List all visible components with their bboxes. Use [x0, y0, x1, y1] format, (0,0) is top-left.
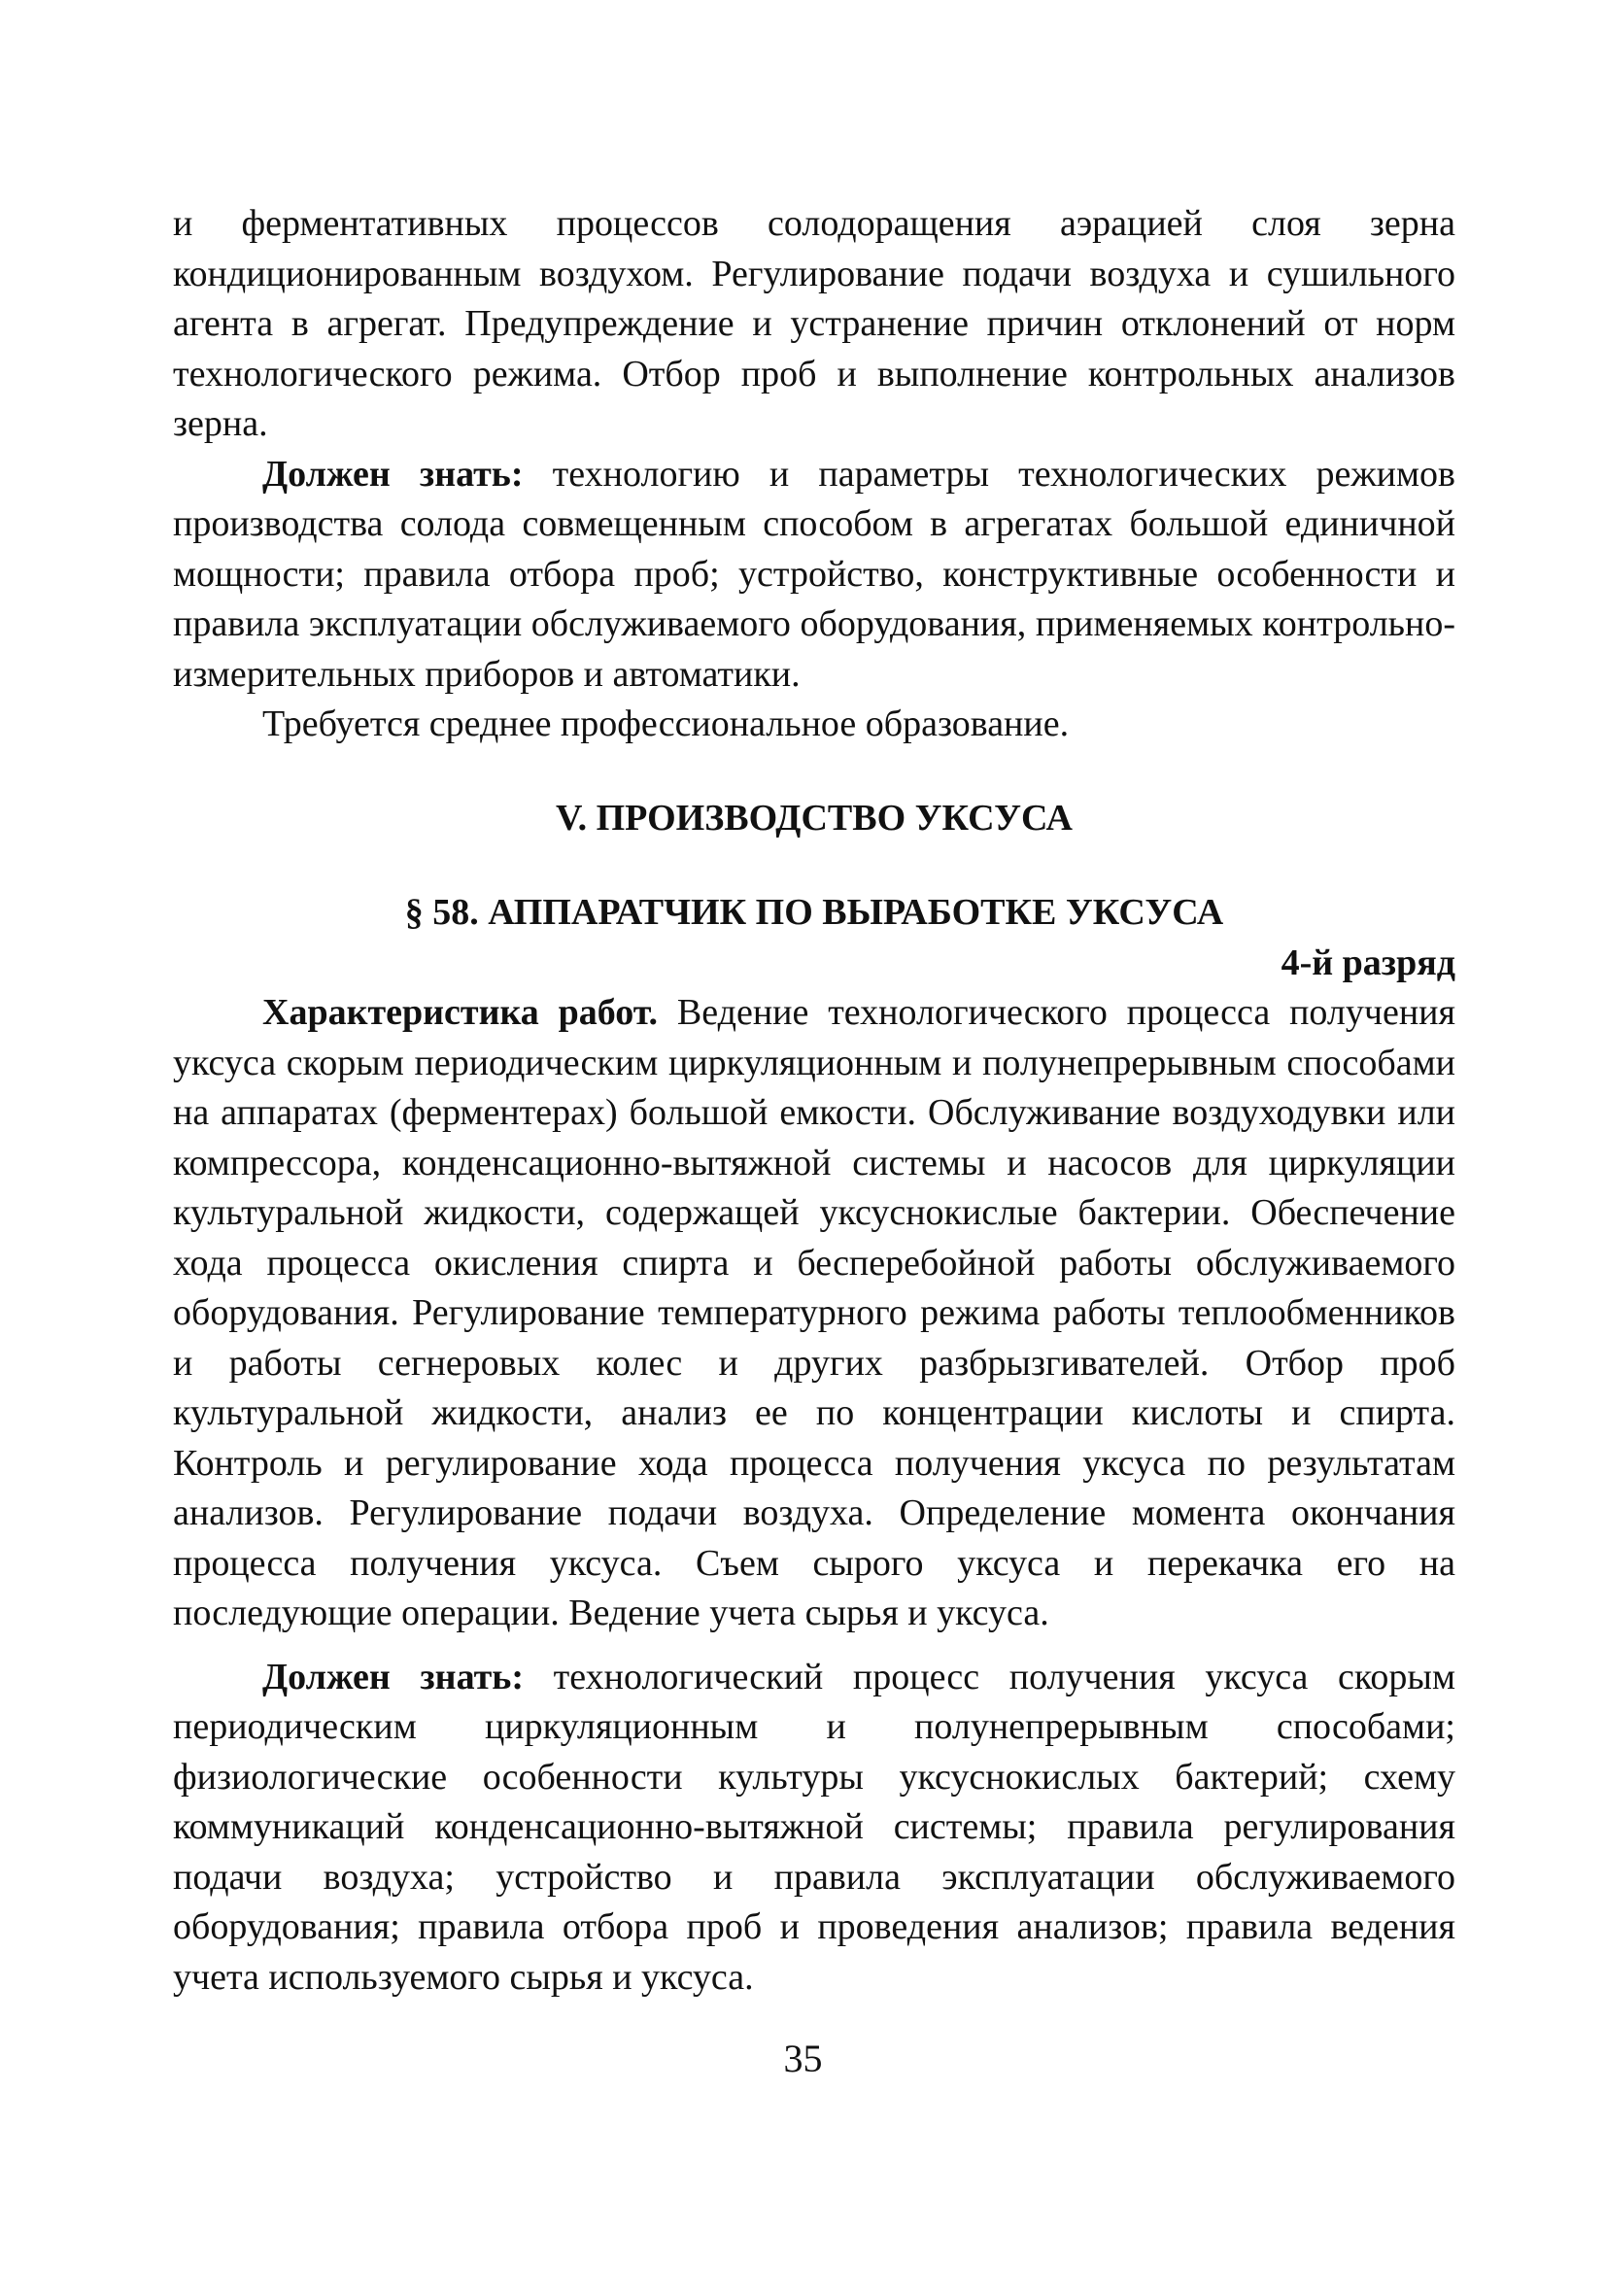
must-know-paragraph-1	[173, 450, 1455, 701]
grade-label: 4-й разряд	[1281, 942, 1455, 983]
must-know-label-1: Должен знать:	[262, 453, 524, 495]
intro-paragraph: и ферментативных процессов солодоращения аэрацией слоя зерна кондиционированным воздухом. Регулирование подачи воздуха и сушильного агента в агрегат. Предупреждение и устранение причин отклонений от норм технологического режима. Отбор проб и выполнение контрольных анализов зерна.	[173, 203, 1455, 444]
must-know-label-2: Должен знать:	[262, 1656, 525, 1697]
must-know-text-1: технологию и параметры технологических режимов производства солода совмещенным способом в агрегатах большой единичной мощности; правила отбора проб; устройство, конструктивные особенности и правила эксплуатации обслуживаемого оборудования, применяемых контрольно-измерительных приборов и автоматики.	[173, 453, 1455, 695]
section-title: V. ПРОИЗВОДСТВО УКСУСА	[556, 797, 1073, 839]
document-page	[173, 199, 1455, 2003]
paragraph-title: § 58. АППАРАТЧИК ПО ВЫРАБОТКЕ УКСУСА	[404, 892, 1224, 933]
work-characteristics-paragraph	[173, 988, 1455, 1639]
education-requirement: Требуется среднее профессиональное образование.	[262, 703, 1070, 744]
page-number: 35	[783, 2037, 823, 2080]
work-characteristics-text: Ведение технологического процесса получения уксуса скорым периодическим циркуляционным и полунепрерывным способами на аппаратах (ферментерах) большой емкости. Обслуживание воздуходувки или компрессора, конденсационно-вытяжной системы и насосов для циркуляции культуральной жидкости, содержащей уксуснокислые бактерии. Обеспечение хода процесса окисления спирта и бесперебойной работы обслуживаемого оборудования. Регулирование температурного режима работы теплообменников и работы сегнеровых колес и других разбрызгивателей. Отбор проб культуральной жидкости, анализ ее по концентрации кислоты и спирта. Контроль и регулирование хода процесса получения уксуса по результатам анализов. Регулирование подачи воздуха. Определение момента окончания процесса получения уксуса. Съем сырого уксуса и перекачка его на последующие операции. Ведение учета сырья и уксуса.	[173, 992, 1456, 1633]
must-know-text-2: технологический процесс получения уксуса скорым периодическим циркуляционным и полунепрерывным способами; физиологические особенности культуры уксуснокислых бактерий; схему коммуникаций конденсационно-вытяжной системы; правила регулирования подачи воздуха; устройство и правила эксплуатации обслуживаемого оборудования; правила отбора проб и проведения анализов; правила ведения учета используемого сырья и уксуса.	[173, 1656, 1456, 1998]
must-know-paragraph-2	[173, 1653, 1455, 2004]
work-characteristics-label: Характеристика работ.	[262, 992, 659, 1033]
